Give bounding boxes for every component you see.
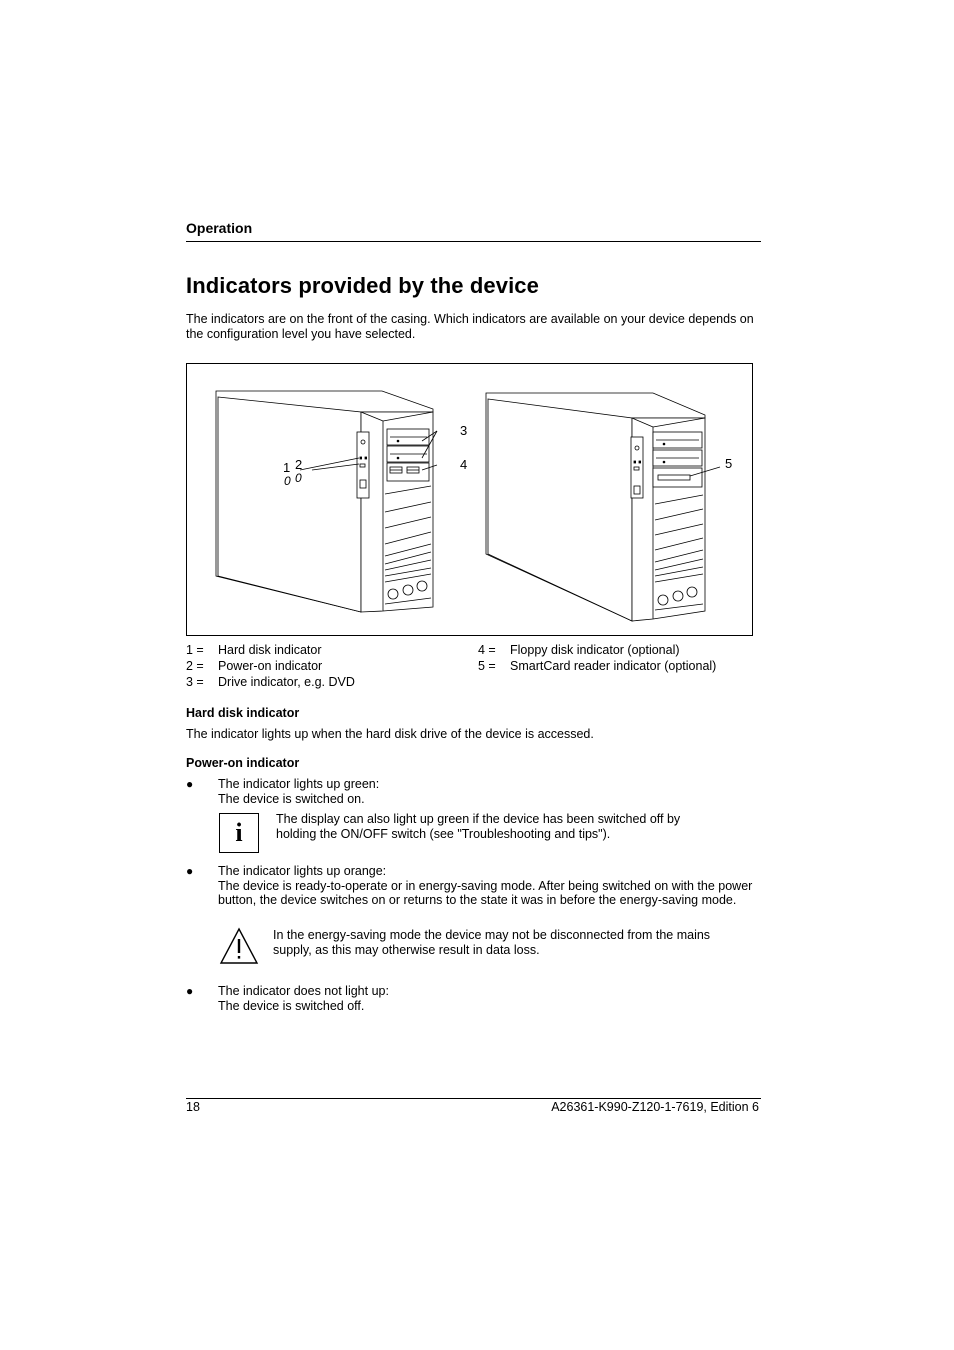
bullet-off: ● (186, 984, 194, 998)
document-id: A26361-K990-Z120-1-7619, Edition 6 (551, 1100, 759, 1114)
intro-paragraph: The indicators are on the front of the casing. Which indicators are available on your device depends on the configuration level you have selected. (186, 312, 754, 341)
legend-text-2: Power-on indicator (218, 659, 323, 673)
footer-rule (186, 1098, 761, 1099)
legend-text-4: Floppy disk indicator (optional) (510, 643, 680, 657)
item-green (218, 777, 758, 806)
header-rule (186, 241, 761, 242)
callout-3: 3 (460, 423, 468, 438)
device-figure (186, 363, 753, 636)
tower-right (486, 393, 720, 621)
info-note: The display can also light up green if the device has been switched off by holding the ON/OFF switch (see "Troubleshooting and tips"). (276, 812, 681, 841)
callout-5: 5 (725, 456, 733, 471)
item-green-line1: The indicator lights up green: (218, 777, 380, 791)
warning-note: In the energy-saving mode the device may not be disconnected from the mains supply, as this may otherwise result in data loss. (273, 928, 711, 957)
hard-disk-text: The indicator lights up when the hard disk drive of the device is accessed. (186, 727, 594, 741)
legend-num-4: 4 = (478, 643, 496, 657)
legend-text-3: Drive indicator, e.g. DVD (218, 675, 355, 689)
callout-1: 1 (283, 460, 291, 475)
callout-2: 2 (295, 457, 303, 472)
bullet-orange: ● (186, 864, 194, 878)
led-mark-1: 0 (284, 474, 291, 488)
section-header: Operation (186, 220, 253, 236)
item-off-line1: The indicator does not light up: (218, 984, 389, 998)
legend-num-2: 2 = (186, 659, 204, 673)
warning-icon (219, 927, 259, 965)
item-off (218, 984, 758, 1013)
power-on-heading: Power-on indicator (186, 756, 300, 770)
item-green-line2: The device is switched on. (218, 791, 365, 806)
item-orange-line2: The device is ready-to-operate or in energy-saving mode. After being switched on with the power button, the device switches on or returns to the state it was in before the energy-saving mode. (218, 878, 753, 907)
legend-text-5: SmartCard reader indicator (optional) (510, 659, 717, 673)
page-title: Indicators provided by the device (186, 273, 539, 298)
item-orange-line1: The indicator lights up orange: (218, 864, 387, 878)
legend-num-1: 1 = (186, 643, 204, 657)
device-illustration (187, 364, 754, 637)
legend-num-3: 3 = (186, 675, 204, 689)
item-off-line2: The device is switched off. (218, 998, 365, 1013)
led-mark-2: 0 (295, 471, 302, 485)
legend-num-5: 5 = (478, 659, 496, 673)
hard-disk-heading: Hard disk indicator (186, 706, 300, 720)
page-number: 18 (186, 1100, 200, 1114)
bullet-green: ● (186, 777, 194, 791)
info-icon: i (219, 813, 259, 853)
callout-4: 4 (460, 457, 468, 472)
tower-left (216, 391, 437, 612)
item-orange (218, 864, 758, 908)
legend-text-1: Hard disk indicator (218, 643, 322, 657)
